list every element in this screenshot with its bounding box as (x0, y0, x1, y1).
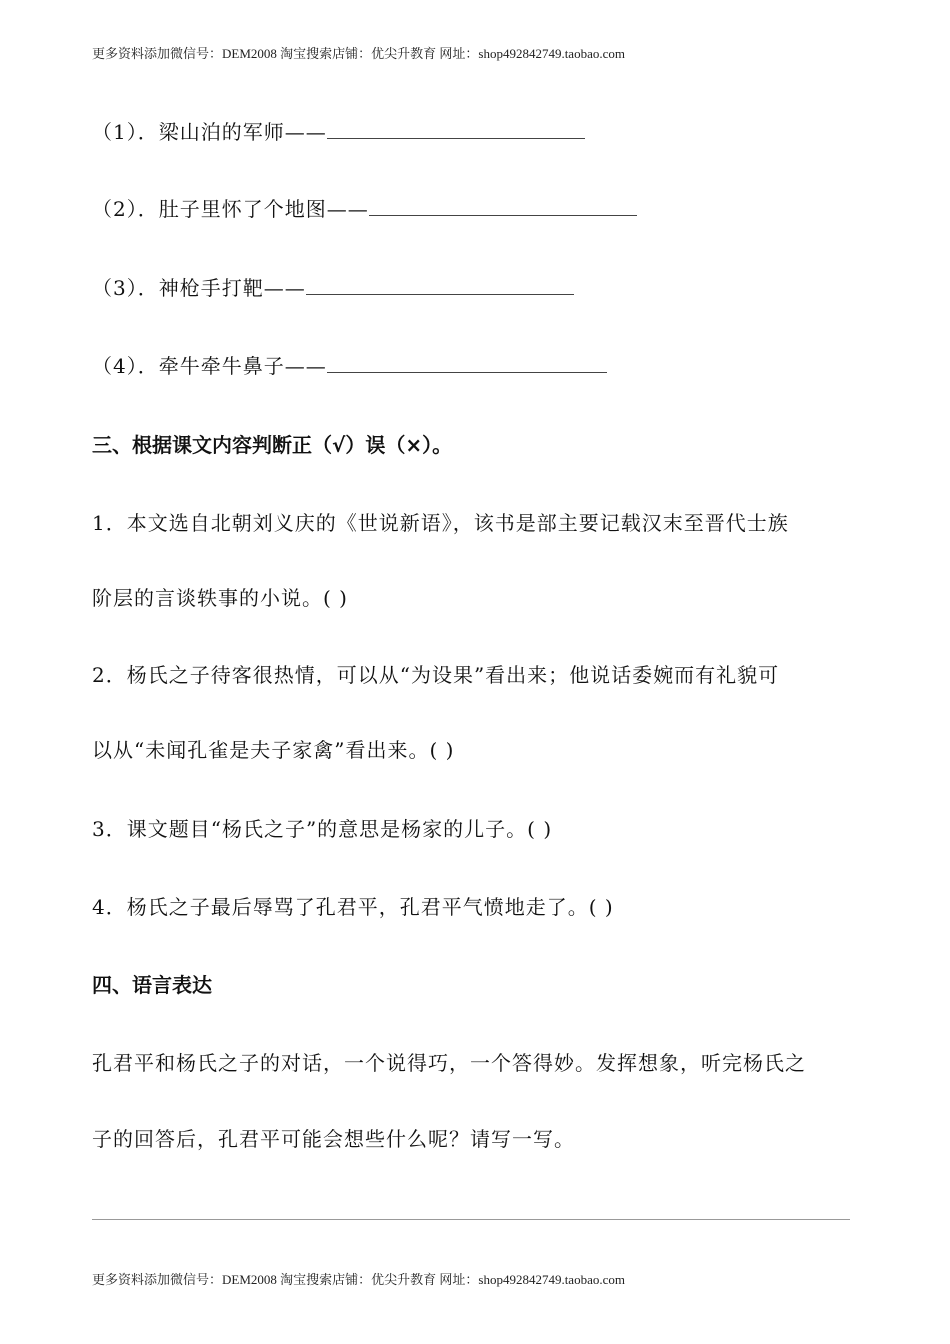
riddle-1 (92, 116, 585, 145)
judge-item-3: 3．课文题目“杨氏之子”的意思是杨家的儿子。( ) (92, 817, 553, 841)
judge-item-1-line1: 1．本文选自北朝刘义庆的《世说新语》，该书是部主要记载汉末至晋代士族 (92, 511, 789, 535)
judge-item-2-line1: 2．杨氏之子待客很热情，可以从“为设果”看出来；他说话委婉而有礼貌可 (92, 663, 780, 687)
riddle-1-blank[interactable] (327, 120, 585, 139)
riddle-3 (92, 272, 574, 301)
page-footer: 更多资料添加微信号：DEM2008 淘宝搜索店铺：优尖升教育 网址：shop492842749.taobao.com (92, 1272, 625, 1287)
riddle-3-text: （3）．神枪手打靶—— (92, 276, 306, 300)
judge-item-1-line2: 阶层的言谈轶事的小说。( ) (92, 586, 348, 610)
section4-prompt-line1: 孔君平和杨氏之子的对话，一个说得巧，一个答得妙。发挥想象，听完杨氏之 (92, 1051, 806, 1075)
riddle-2 (92, 193, 637, 222)
riddle-2-blank[interactable] (369, 197, 637, 216)
riddle-4-text: （4）．牵牛牵牛鼻子—— (92, 354, 327, 378)
riddle-2-text: （2）．肚子里怀了个地图—— (92, 197, 369, 221)
riddle-4-blank[interactable] (327, 354, 607, 373)
riddle-3-blank[interactable] (306, 276, 574, 295)
judge-item-2-line2: 以从“未闻孔雀是夫子家禽”看出来。( ) (92, 738, 455, 762)
page-header: 更多资料添加微信号：DEM2008 淘宝搜索店铺：优尖升教育 网址：shop492842749.taobao.com (92, 46, 625, 61)
section4-title: 四、语言表达 (92, 973, 212, 997)
answer-line[interactable] (92, 1219, 850, 1220)
judge-item-4: 4．杨氏之子最后辱骂了孔君平，孔君平气愤地走了。( ) (92, 895, 614, 919)
riddle-1-text: （1）．梁山泊的军师—— (92, 120, 327, 144)
section3-title: 三、根据课文内容判断正（√）误（×）。 (92, 433, 453, 457)
riddle-4 (92, 350, 607, 379)
section4-prompt-line2: 子的回答后，孔君平可能会想些什么呢？请写一写。 (92, 1127, 575, 1151)
